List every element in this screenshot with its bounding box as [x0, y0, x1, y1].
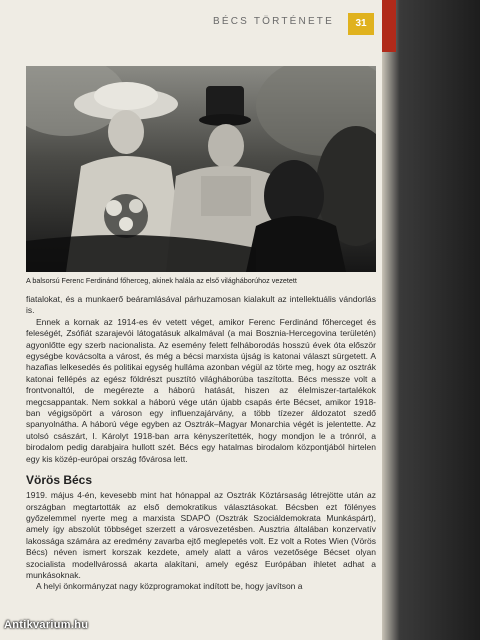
page-header: [0, 13, 378, 35]
body-text: [26, 294, 376, 593]
book-edge: [382, 0, 480, 640]
page-number: 31: [348, 13, 374, 35]
historical-photo: [26, 66, 376, 272]
photo-caption: A balsorsú Ferenc Ferdinánd főherceg, akinek halála az első világháborúhoz vezetett: [26, 276, 297, 285]
page-tab-marker: [382, 0, 396, 52]
photo-illustration: [26, 66, 376, 272]
paragraph-3: 1919. május 4-én, kevesebb mint hat hónappal az Osztrák Köztársaság létrejötte után az országban megtartották az első demokratikus választásokat. Bécsben ezt fölényes győzelemmel nyerte meg a marxista SDAPÖ (Osztrák Szociáldemokrata Munkáspárt), amely így abszolút többséget szerzett a városvezetésben. Ausztria általában konzervatív lakossága számára az eredmény zavarba ejtő meglepetés volt. Ez volt a Rotes Wien (Vörös Bécs) néven ismert korszak kezdete, amely alatt a város vezetősége Bécset olyan szocialista modellvárossá akarta alakítani, amely egész Európában ihletet adhat a munkásoknak.: [26, 490, 376, 580]
paragraph-2: Ennek a kornak az 1914-es év vetett véget, amikor Ferenc Ferdinánd főherceget és feleségét, Zsófiát szarajevói látogatásuk alkalmával (a mai Bosznia-Hercegovina területén) agyonlőtte egy szerb nacionalista. Az esemény felett felháborodás hosszú évek óta először egységbe kovácsolta a várost, és még a bécsi marxista újság is katonai választ sürgetett. A hazafias lelkesedés és politikai egység hulláma azonban végül az törte meg, hogy az osztrák katonai fellépés az egész földrészt pusztító világháborúba taszította. Bécs messze volt a frontvonaltól, de megérezte a háború hatását, hiszen az élelmiszer-tartalékok megcsappantak. Nem sokkal a háború vége után újabb csapás érte Bécset, amikor 1918-ban végigsöpört a városon egy influenzajárvány, a több tízezer áldozatot szedő spanyolnátha. A háború vége egyben az Osztrák–Magyar Monarchia végét is jelentette. Az utolsó császárt, I. Károlyt 1918-ban arra kényszerítették, hogy mondjon le a trónról, a birodalom pedig darabjaira hullott szét. Bécs egy hatalmas birodalom központjából hirtelen egy kis közép-európai ország fővárosa lett.: [26, 316, 376, 464]
section-title: Vörös Bécs: [26, 473, 93, 488]
watermark: Antikvarium.hu: [4, 619, 89, 631]
running-head: BÉCS TÖRTÉNETE: [212, 16, 334, 27]
paragraph-4: A helyi önkormányzat nagy közprogramokat indított be, hogy javítson a: [36, 581, 303, 592]
paragraph-1: fiatalokat, és a munkaerő beáramlásával párhuzamosan kialakult az intellektuális vándorlás is.: [26, 294, 376, 316]
